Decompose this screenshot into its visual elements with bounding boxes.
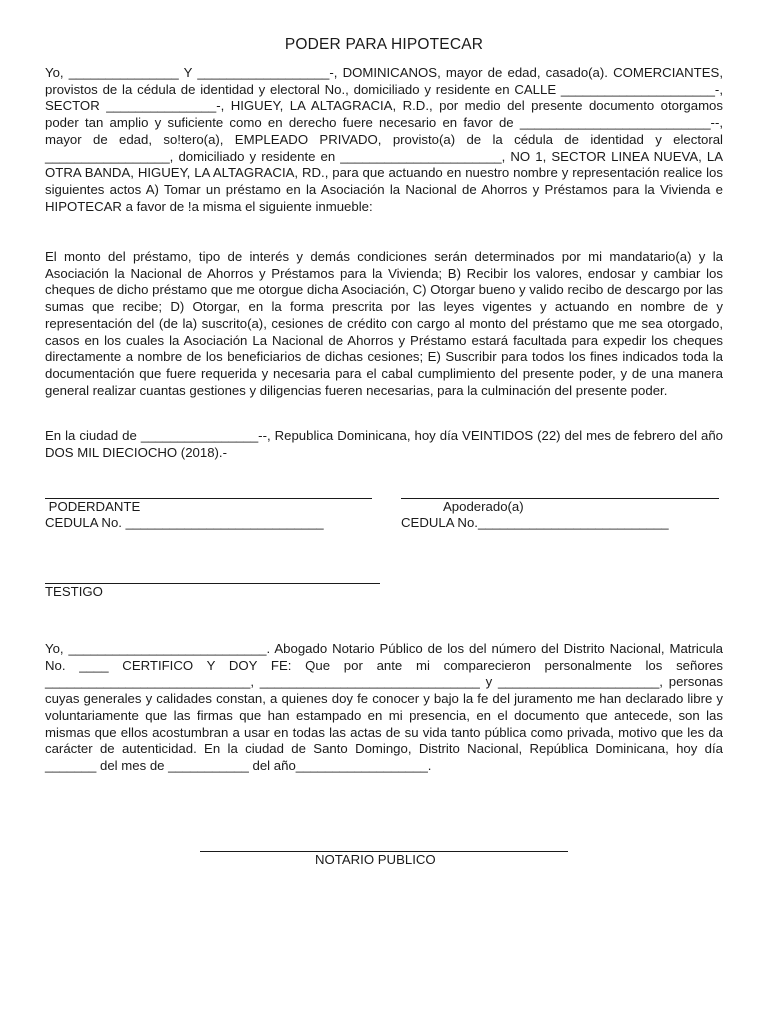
apoderado-cedula: CEDULA No.__________________________ xyxy=(401,515,669,530)
paragraph-loan-conditions: El monto del préstamo, tipo de interés y demás condiciones serán determinados por mi mandatario(a) y la Asociación la Nacional de Ahorros y Préstamos para la Vivienda; B) Recibir los valores, endosar y cambiar los cheques de dicho préstamo que me otorgue dicha Asociación, C) Otorgar bueno y valido recibo de descargo por las sumas que recibe; D) Otorgar, en la forma prescrita por las leyes vigentes y actuando en nombre de y representación del (de la) suscrito(a), cesiones de crédito con cargo al monto del préstamo que me sea otorgado, casos en los cuales la Asociación La Nacional de Ahorros y Préstamo estará facultada para expedir los cheques directamente a nombre de los beneficiarios de dichas cesiones; E) Suscribir para todos los fines indicados toda la documentación que fuere requerida y necesaria para el cabal cumplimiento del presente poder, y de una manera general realizar cuantas gestiones y diligencias fueren necesarias, para la culminación del presente poder. xyxy=(45,249,723,398)
poderdante-cedula: CEDULA No. ___________________________ xyxy=(45,515,324,530)
apoderado-label: Apoderado(a) xyxy=(443,499,524,514)
testigo-label: TESTIGO xyxy=(45,584,103,599)
poderdante-label: PODERDANTE xyxy=(45,499,141,514)
document-title: PODER PARA HIPOTECAR xyxy=(284,36,484,53)
paragraph-grant-of-power: Yo, _______________ Y __________________-, DOMINICANOS, mayor de edad, casado(a). COMERCIANTES, provistos de la cédula de identidad y electoral No., domiciliado y residente en CALLE _____________________-, SECTOR _______________-, HIGUEY, LA ALTAGRACIA, R.D., por medio del presente documento otorgamos poder tan amplio y suficiente como en derecho fuere necesario en favor de __________________________--, mayor de edad, so!tero(a), EMPLEADO PRIVADO, provisto(a) de la cédula de identidad y electoral _________________, domiciliado y residente en ______________________, NO 1, SECTOR LINEA NUEVA, LA OTRA BANDA, HIGUEY, LA ALTAGRACIA, RD., para que actuando en nuestro nombre y representación realice los siguientes actos A) Tomar un préstamo en la Asociación la Nacional de Ahorros y Préstamos para la Vivienda e HIPOTECAR a favor de !a misma el siguiente inmueble: xyxy=(45,65,723,214)
notario-label: NOTARIO PUBLICO xyxy=(315,852,436,867)
paragraph-place-and-date: En la ciudad de ________________--, Republica Dominicana, hoy día VEINTIDOS (22) del mes de febrero del año DOS MIL DIECIOCHO (2018).- xyxy=(45,428,723,460)
paragraph-notary-certification: Yo, ___________________________. Abogado Notario Público de los del número del Distrito Nacional, Matricula No. ____ CERTIFICO Y DOY FE: Que por ante mi comparecieron personalmente los señores ____________________________, ______________________________ y ______________________, personas cuyas generales y calidades constan, a quienes doy fe conocer y bajo la fe del juramento me han declarado libre y voluntariamente que las firmas que han estampado en mi presencia, en el documento que antecede, son las mismas que ellos acostumbran a usar en todas las actas de su vida tanto pública como privada, motivo que les da carácter de autenticidad. En la ciudad de Santo Domingo, Distrito Nacional, República Dominicana, hoy día _______ del mes de ___________ del año__________________. xyxy=(45,641,723,773)
